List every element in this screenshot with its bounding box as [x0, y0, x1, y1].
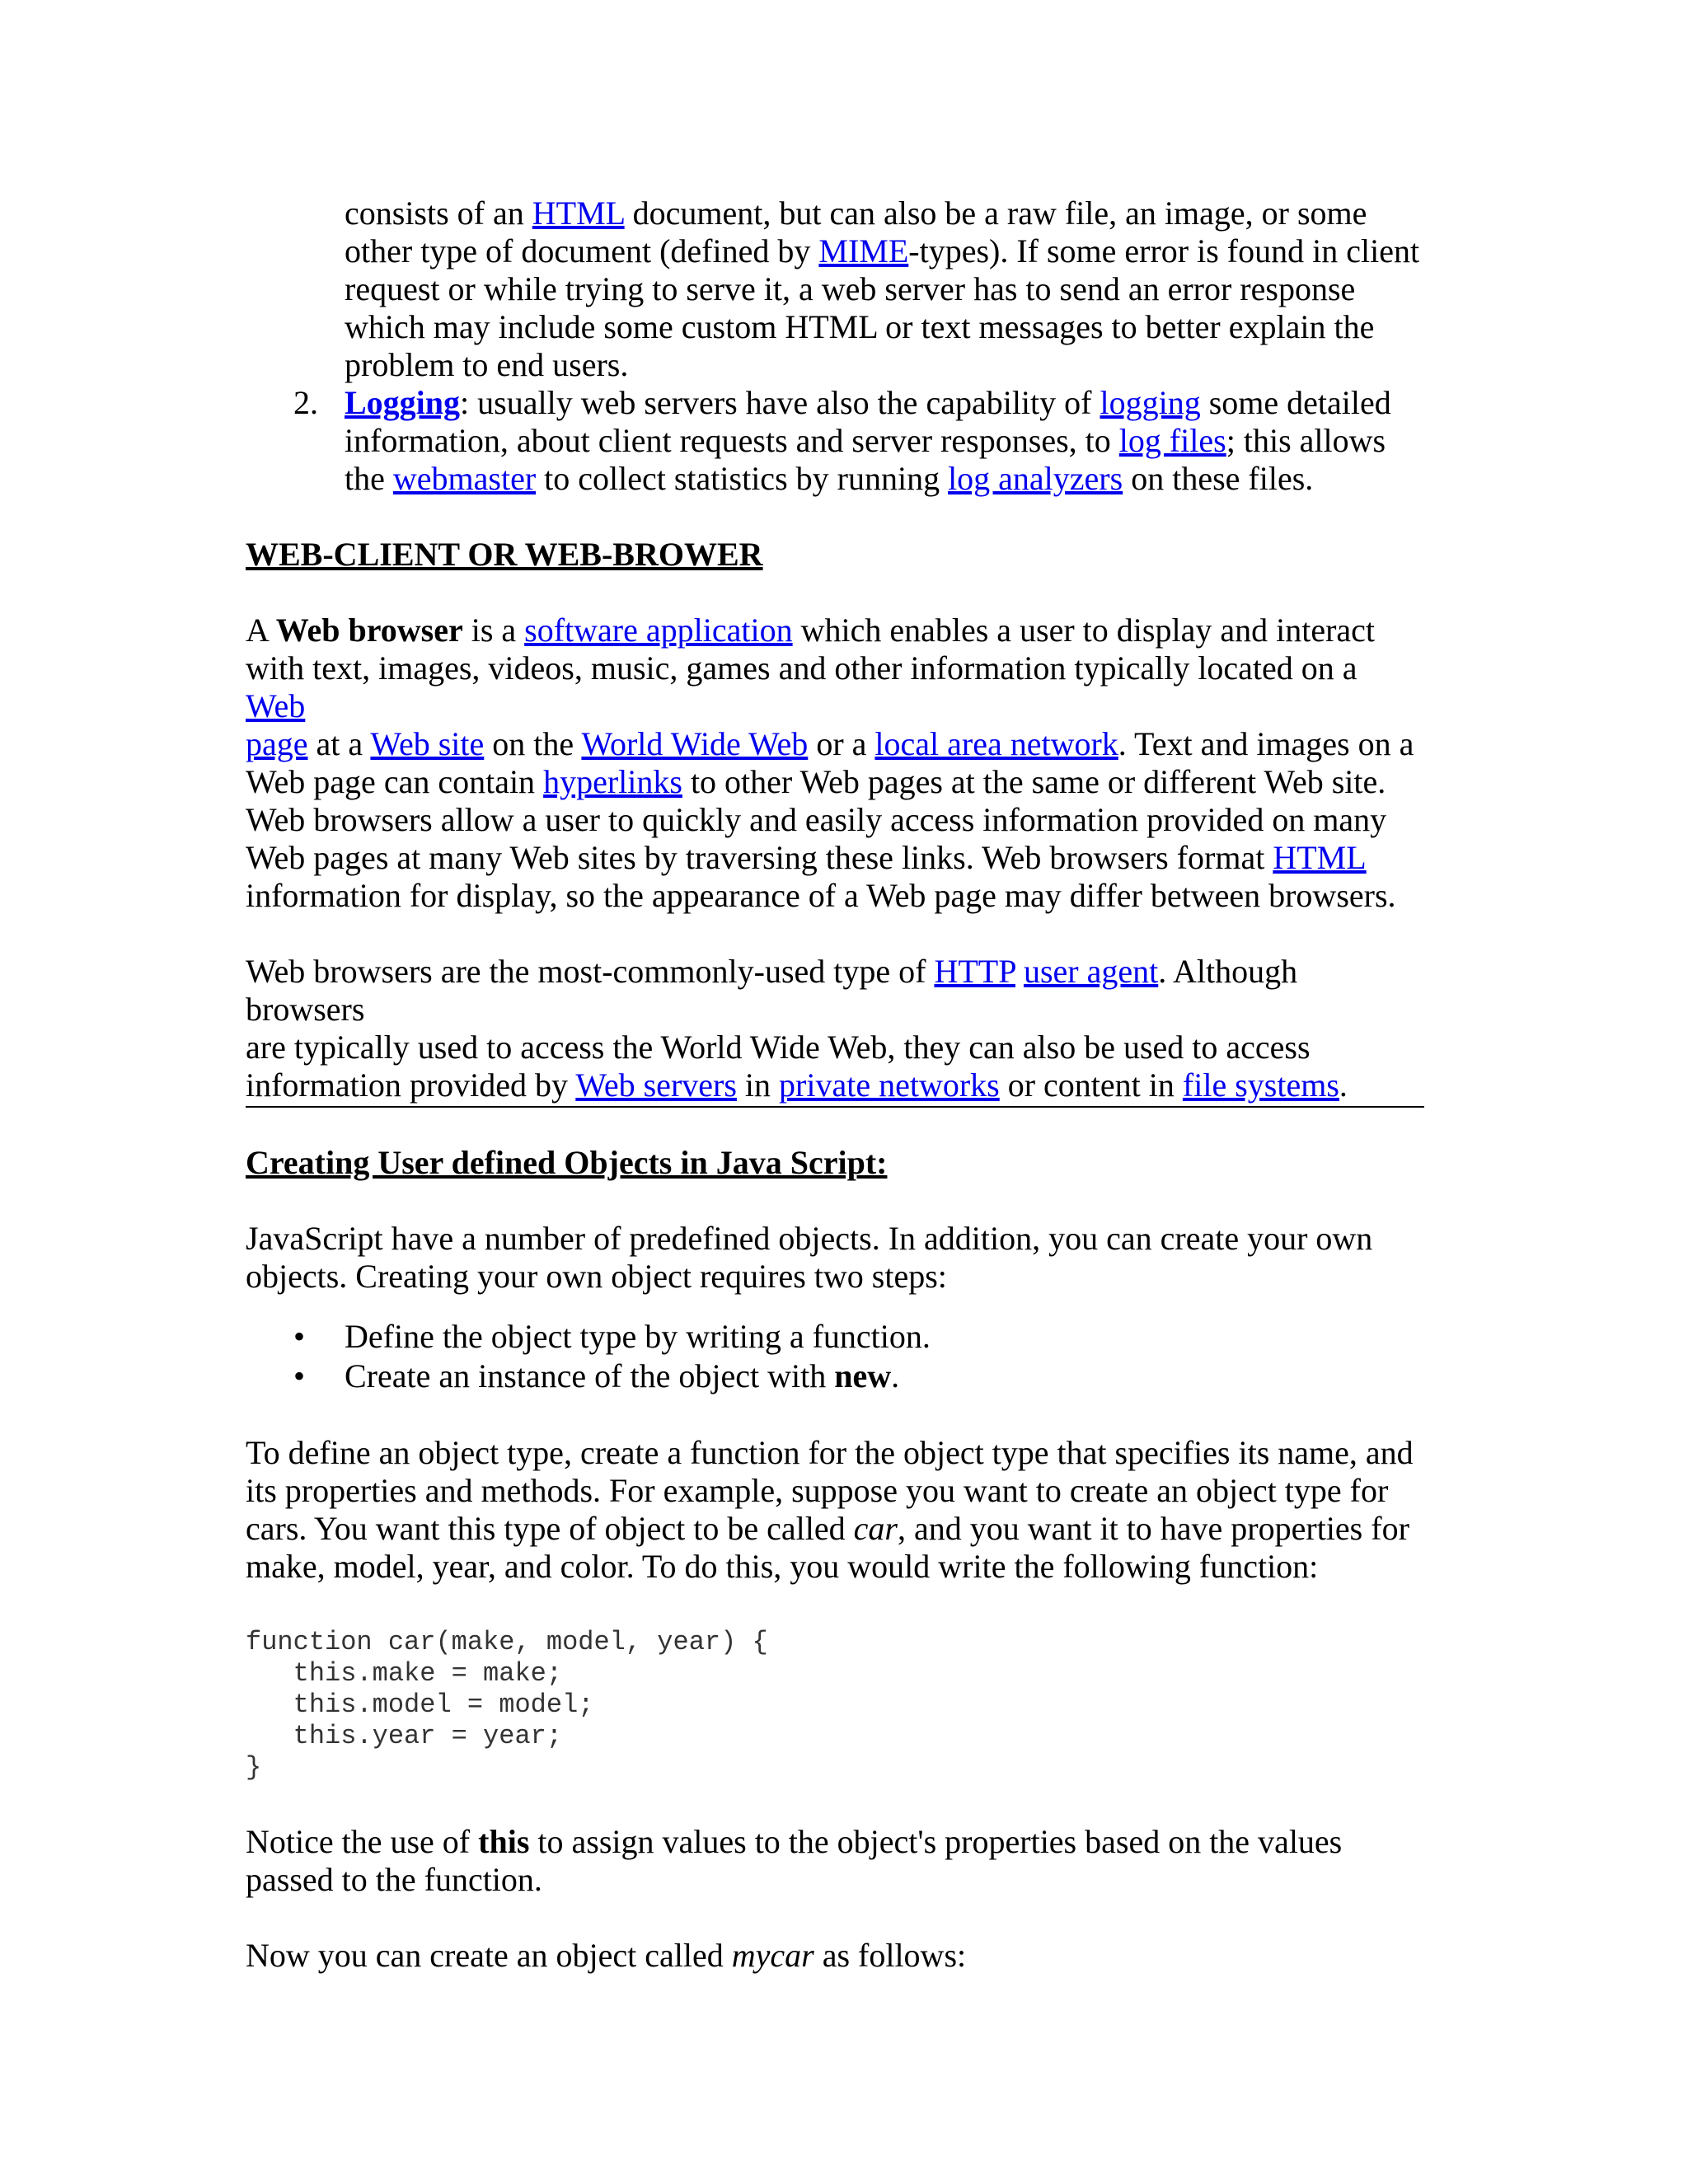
logging-link[interactable]: logging	[1100, 384, 1201, 421]
text: Now you can create an object called	[246, 1937, 732, 1974]
browser-line-3	[246, 725, 1424, 763]
logging-line-3	[345, 460, 1424, 498]
text: document, but can also be a raw file, an image, or some	[624, 194, 1367, 232]
html-link-2[interactable]: HTML	[1273, 839, 1367, 876]
spacer	[246, 1396, 1424, 1434]
file-systems-link[interactable]: file systems	[1182, 1066, 1339, 1104]
section-heading-web-client: WEB-CLIENT OR WEB-BROWER	[246, 536, 763, 573]
text: . Text and images on a	[1118, 725, 1414, 762]
bullet-icon: •	[293, 1318, 306, 1355]
spacer	[246, 498, 1424, 536]
text: some detailed	[1200, 384, 1391, 421]
list-item-logging	[293, 384, 1424, 498]
html-link[interactable]: HTML	[532, 194, 625, 232]
spacer	[246, 1783, 1424, 1823]
define-line-3	[246, 1510, 1424, 1548]
text: Web browsers are the most-commonly-used type of	[246, 953, 935, 990]
text: Web pages at many Web sites by traversing these links. Web browsers format	[246, 839, 1273, 876]
text: at a	[307, 725, 371, 762]
text: , and you want it to have properties for	[897, 1510, 1409, 1547]
spacer	[246, 1108, 1424, 1144]
text: .	[891, 1357, 900, 1394]
intro-line-5: problem to end users.	[345, 346, 629, 383]
web-servers-link[interactable]: Web servers	[575, 1066, 737, 1104]
private-networks-link[interactable]: private networks	[779, 1066, 1000, 1104]
text: consists of an	[345, 194, 532, 232]
text: information, about client requests and server responses, to	[345, 422, 1119, 459]
text: Create an instance of the object with	[345, 1357, 835, 1394]
agent-line-1	[246, 953, 1424, 1029]
text: : usually web servers have also the capability of	[460, 384, 1100, 421]
spacer	[246, 1296, 1424, 1317]
web-site-link[interactable]: Web site	[370, 725, 485, 762]
text: Web page can contain	[246, 763, 544, 800]
local-area-network-link[interactable]: local area network	[874, 725, 1118, 762]
define-line-4: make, model, year, and color. To do this, you would write the following function:	[246, 1548, 1319, 1585]
objects-line-2: objects. Creating your own object requires two steps:	[246, 1258, 947, 1295]
web-page-link-part-2[interactable]: page	[246, 725, 308, 762]
spacer	[246, 1899, 1424, 1937]
text: as follows:	[814, 1937, 967, 1974]
web-page-link-part-1[interactable]: Web	[246, 687, 306, 724]
intro-line-1	[345, 194, 1424, 232]
mime-link[interactable]: MIME	[818, 232, 909, 269]
user-agent-link[interactable]: user agent	[1023, 953, 1159, 990]
spacer	[246, 1182, 1424, 1220]
spacer	[246, 574, 1424, 612]
agent-line-2: are typically used to access the World Wide Web, they can also be used to access	[246, 1029, 1311, 1066]
text: A	[246, 612, 276, 649]
text: on the	[484, 725, 582, 762]
bullet-icon: •	[293, 1357, 306, 1394]
objects-line-1: JavaScript have a number of predefined objects. In addition, you can create your own	[246, 1220, 1373, 1257]
notice-line-1	[246, 1823, 1424, 1861]
list-item	[293, 1317, 1424, 1357]
text: . Although browsers	[246, 953, 1298, 1028]
bold-keyword: new	[834, 1357, 892, 1394]
bold-term: Web browser	[275, 612, 463, 649]
software-application-link[interactable]: software application	[524, 612, 793, 649]
text: the	[345, 460, 393, 497]
text: or content in	[999, 1066, 1183, 1104]
text: information provided by	[246, 1066, 576, 1104]
bold-keyword: this	[478, 1823, 530, 1860]
log-files-link[interactable]: log files	[1118, 422, 1226, 459]
spacer	[246, 1586, 1424, 1627]
list-number: 2.	[293, 384, 318, 421]
agent-paragraph	[246, 953, 1424, 1108]
notice-paragraph	[246, 1823, 1424, 1899]
hyperlinks-link[interactable]: hyperlinks	[543, 763, 682, 800]
steps-list	[246, 1317, 1424, 1396]
document-page	[246, 194, 1424, 1975]
italic-term: car	[853, 1510, 898, 1547]
italic-term: mycar	[731, 1937, 814, 1974]
intro-line-4: which may include some custom HTML or text messages to better explain the	[345, 308, 1375, 345]
text: ; this allows	[1226, 422, 1386, 459]
text: -types). If some error is found in client	[908, 232, 1420, 269]
text: to assign values to the object's properties based on the values	[529, 1823, 1343, 1860]
intro-line-3: request or while trying to serve it, a web server has to send an error response	[345, 270, 1356, 307]
webmaster-link[interactable]: webmaster	[392, 460, 537, 497]
list-item	[293, 1357, 1424, 1396]
text: or a	[808, 725, 875, 762]
intro-paragraph	[345, 194, 1424, 384]
define-paragraph	[246, 1434, 1424, 1586]
logging-line-1	[345, 384, 1424, 422]
agent-line-3	[246, 1066, 1424, 1104]
section-heading-objects: Creating User defined Objects in Java Script:	[246, 1144, 888, 1181]
text: other type of document (defined by	[345, 232, 819, 269]
text	[1015, 953, 1024, 990]
code-block: function car(make, model, year) { this.make = make; this.model = model; this.year = year; }	[246, 1627, 768, 1783]
mycar-paragraph	[246, 1937, 1424, 1975]
browser-line-5: Web browsers allow a user to quickly and easily access information provided on many	[246, 801, 1387, 838]
browser-line-6	[246, 839, 1424, 877]
browser-line-2	[246, 649, 1424, 725]
text: to collect statistics by running	[536, 460, 949, 497]
define-line-2: its properties and methods. For example, suppose you want to create an object type for	[246, 1472, 1389, 1509]
browser-line-7: information for display, so the appearance of a Web page may differ between browsers.	[246, 877, 1396, 914]
logging-line-2	[345, 422, 1424, 460]
notice-line-2: passed to the function.	[246, 1861, 542, 1898]
text: which enables a user to display and interact	[792, 612, 1376, 649]
objects-paragraph	[246, 1220, 1424, 1296]
text: cars. You want this type of object to be called	[246, 1510, 854, 1547]
log-analyzers-link[interactable]: log analyzers	[948, 460, 1123, 497]
browser-line-1	[246, 612, 1424, 649]
text: to other Web pages at the same or different Web site.	[682, 763, 1386, 800]
text: Define the object type by writing a function.	[345, 1318, 931, 1355]
text: on these files.	[1123, 460, 1314, 497]
text: .	[1339, 1066, 1348, 1104]
intro-line-2	[345, 232, 1424, 270]
world-wide-web-link[interactable]: World Wide Web	[581, 725, 809, 762]
logging-title-link[interactable]: Logging	[345, 384, 461, 421]
http-link[interactable]: HTTP	[934, 953, 1015, 990]
spacer	[246, 915, 1424, 953]
browser-line-4	[246, 763, 1424, 801]
text: with text, images, videos, music, games and other information typically located on a	[246, 649, 1357, 687]
text: is a	[462, 612, 525, 649]
text: in	[736, 1066, 780, 1104]
text: Notice the use of	[246, 1823, 479, 1860]
browser-paragraph	[246, 612, 1424, 915]
define-line-1: To define an object type, create a function for the object type that specifies its name, and	[246, 1434, 1414, 1471]
